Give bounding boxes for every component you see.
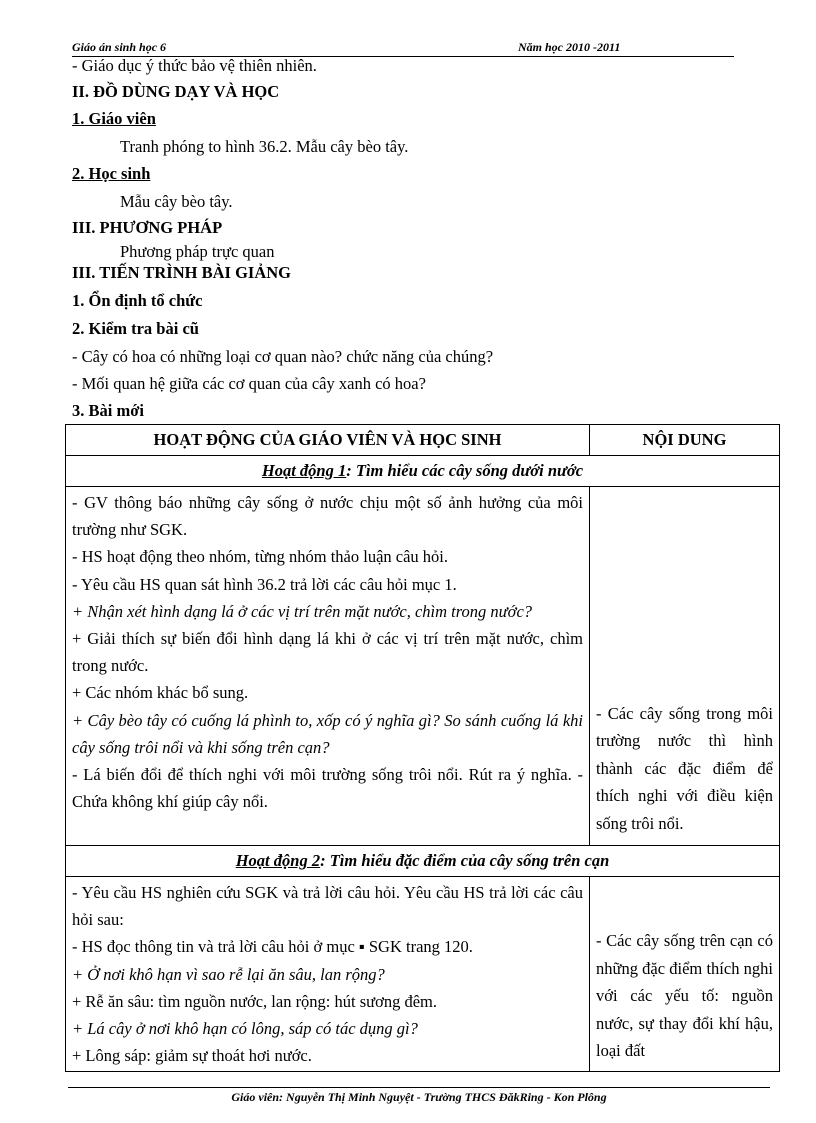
page-footer: Giáo viên: Nguyễn Thị Minh Nguyệt - Trường THCS ĐăkRing - Kon Plông (68, 1087, 770, 1105)
list-item: + Cây bèo tây có cuống lá phình to, xốp có ý nghĩa gì? So sánh cuống lá khi cây sống trôi nổi và khi sống trên cạn? (72, 710, 583, 757)
activity1-summary: - Các cây sống trong môi trường nước thì hình thành các đặc điểm để thích nghi với điều kiện sống trôi nổi. (596, 703, 773, 833)
page-header (72, 40, 734, 57)
activity2-steps (66, 877, 590, 1072)
list-item: + Các nhóm khác bổ sung. (72, 683, 249, 703)
list-item: + Lá cây ở nơi khô hạn có lông, sáp có tác dụng gì? (72, 1019, 418, 1039)
list-item: - Yêu cầu HS nghiên cứu SGK và trả lời câu hỏi. Yêu cầu HS trả lời các câu hỏi sau: (72, 883, 583, 930)
activity1-title (66, 456, 780, 487)
col-content: NỘI DUNG (590, 425, 780, 456)
review-question-1: - Cây có hoa có những loại cơ quan nào? chức năng của chúng? (72, 347, 494, 366)
activity1-label: Hoạt động 1 (261, 461, 347, 480)
list-item: + Giải thích sự biến đổi hình dạng lá khi ở các vị trí trên mặt nước, chìm trong nước. (72, 629, 583, 676)
step-organize: 1. Ổn định tổ chức (72, 291, 203, 310)
activity1-row (66, 487, 780, 846)
activity1-topic: : Tìm hiểu các cây sống dưới nước (346, 461, 584, 480)
list-item: + Ở nơi khô hạn vì sao rễ lại ăn sâu, lan rộng? (72, 964, 385, 984)
header-subject: Giáo án sinh học 6 (72, 40, 167, 54)
section-materials: II. ĐỒ DÙNG DẠY VÀ HỌC (72, 82, 280, 101)
col-activities: HOẠT ĐỘNG CỦA GIÁO VIÊN VÀ HỌC SINH (66, 425, 590, 456)
list-item: - GV thông báo những cây sống ở nước chịu một số ảnh hưởng của môi trường như SGK. (72, 493, 583, 540)
activity2-summary: - Các cây sống trên cạn có những đặc điểm thích nghi với các yếu tố: nguồn nước, sự thay đổi khí hậu, loại đất (596, 931, 773, 1060)
list-item: + Nhận xét hình dạng lá ở các vị trí trên mặt nước, chìm trong nước? (72, 601, 533, 621)
activity2-content (590, 877, 780, 1072)
student-materials: Mẫu cây bèo tây. (120, 192, 233, 211)
method-text: Phương pháp trực quan (120, 242, 275, 261)
section-method: III. PHƯƠNG PHÁP (72, 218, 223, 237)
header-year: Năm học 2010 -2011 (518, 40, 621, 54)
goal-line: - Giáo dục ý thức bảo vệ thiên nhiên. (72, 56, 317, 75)
activity2-title (66, 846, 780, 877)
activity2-label: Hoạt động 2 (235, 851, 321, 870)
activity2-title-row (66, 846, 780, 877)
list-item: - Yêu cầu HS quan sát hình 36.2 trả lời các câu hỏi mục 1. (72, 574, 457, 594)
activity2-row (66, 877, 780, 1072)
activity2-topic: : Tìm hiểu đặc điểm của cây sống trên cạn (320, 851, 610, 870)
step-review: 2. Kiểm tra bài cũ (72, 319, 199, 338)
lesson-table (65, 424, 780, 1072)
section-process: III. TIẾN TRÌNH BÀI GIẢNG (72, 263, 291, 282)
activity1-steps (66, 487, 590, 846)
list-item: - HS đọc thông tin và trả lời câu hỏi ở mục ▪ SGK trang 120. (72, 937, 473, 957)
table-header-row (66, 425, 780, 456)
student-heading: 2. Học sinh (72, 164, 151, 183)
teacher-heading: 1. Giáo viên (72, 109, 156, 128)
activity1-content (590, 487, 780, 846)
list-item: + Lông sáp: giảm sự thoát hơi nước. (72, 1046, 312, 1066)
list-item: + Rễ ăn sâu: tìm nguồn nước, lan rộng: hút sương đêm. (72, 991, 437, 1011)
list-item: - Lá biến đổi để thích nghi với môi trường sống trôi nổi. Rút ra ý nghĩa. - Chứa không khí giúp cây nổi. (72, 765, 583, 812)
list-item: - HS hoạt động theo nhóm, từng nhóm thảo luận câu hỏi. (72, 547, 449, 567)
step-new-lesson: 3. Bài mới (72, 401, 144, 420)
review-question-2: - Mối quan hệ giữa các cơ quan của cây xanh có hoa? (72, 374, 426, 393)
activity1-title-row (66, 456, 780, 487)
teacher-materials: Tranh phóng to hình 36.2. Mẫu cây bèo tây. (120, 137, 409, 156)
